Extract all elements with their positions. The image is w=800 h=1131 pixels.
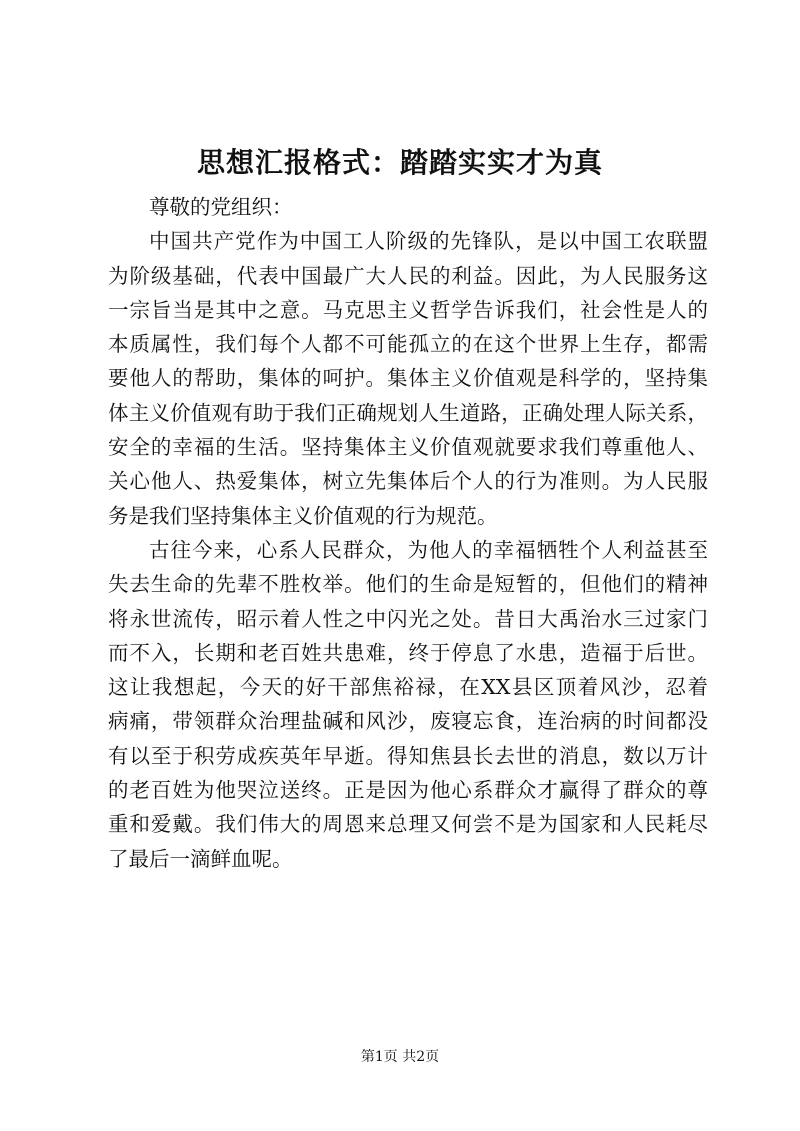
salutation-text: 尊敬的党组织：	[149, 195, 293, 219]
paragraph-line: 了最后一滴鲜血呢。	[108, 846, 293, 871]
paragraph-line: 将永世流传，昭示着人性之中闪光之处。昔日大禹治水三过家门	[108, 606, 708, 631]
paragraph-2	[108, 533, 708, 876]
paragraph-line: 关心他人、热爱集体，树立先集体后个人的行为准则。为人民服	[108, 469, 708, 494]
paragraph-line: 务是我们坚持集体主义价值观的行为规范。	[108, 503, 498, 528]
paragraph-line: 一宗旨当是其中之意。马克思主义哲学告诉我们，社会性是人的	[108, 297, 708, 322]
paragraph-line: 重和爱戴。我们伟大的周恩来总理又何尝不是为国家和人民耗尽	[108, 812, 708, 837]
document-title: 思想汇报格式：踏踏实实才为真	[196, 146, 603, 179]
paragraph-line: 为阶级基础，代表中国最广大人民的利益。因此，为人民服务这	[108, 263, 708, 288]
paragraph-line: 而不入，长期和老百姓共患难，终于停息了水患，造福于后世。	[108, 640, 708, 665]
paragraph-line: 古往今来，心系人民群众，为他人的幸福牺牲个人利益甚至	[149, 537, 708, 562]
paragraph-line: 病痛，带领群众治理盐碱和风沙，废寝忘食，连治病的时间都没	[108, 709, 708, 734]
paragraph-line: 有以至于积劳成疾英年早逝。得知焦县长去世的消息，数以万计	[108, 743, 708, 768]
page-number-footer: 第1页 共2页	[360, 1049, 440, 1065]
paragraph-line: 体主义价值观有助于我们正确规划人生道路，正确处理人际关系，	[108, 400, 708, 425]
paragraph-line: 失去生命的先辈不胜枚举。他们的生命是短暂的，但他们的精神	[108, 572, 708, 597]
paragraph-line: 中国共产党作为中国工人阶级的先锋队，是以中国工农联盟	[149, 229, 708, 254]
paragraph-line: 这让我想起，今天的好干部焦裕禄，在XX县区顶着风沙，忍着	[108, 675, 708, 700]
paragraph-line: 要他人的帮助，集体的呵护。集体主义价值观是科学的，坚持集	[108, 366, 708, 391]
paragraph-line: 本质属性，我们每个人都不可能孤立的在这个世界上生存，都需	[108, 332, 708, 357]
document-body	[108, 190, 708, 876]
paragraph-line: 的老百姓为他哭泣送终。正是因为他心系群众才赢得了群众的尊	[108, 778, 708, 803]
salutation	[108, 190, 708, 224]
paragraph-line: 安全的幸福的生活。坚持集体主义价值观就要求我们尊重他人、	[108, 435, 708, 460]
paragraph-1	[108, 224, 708, 533]
